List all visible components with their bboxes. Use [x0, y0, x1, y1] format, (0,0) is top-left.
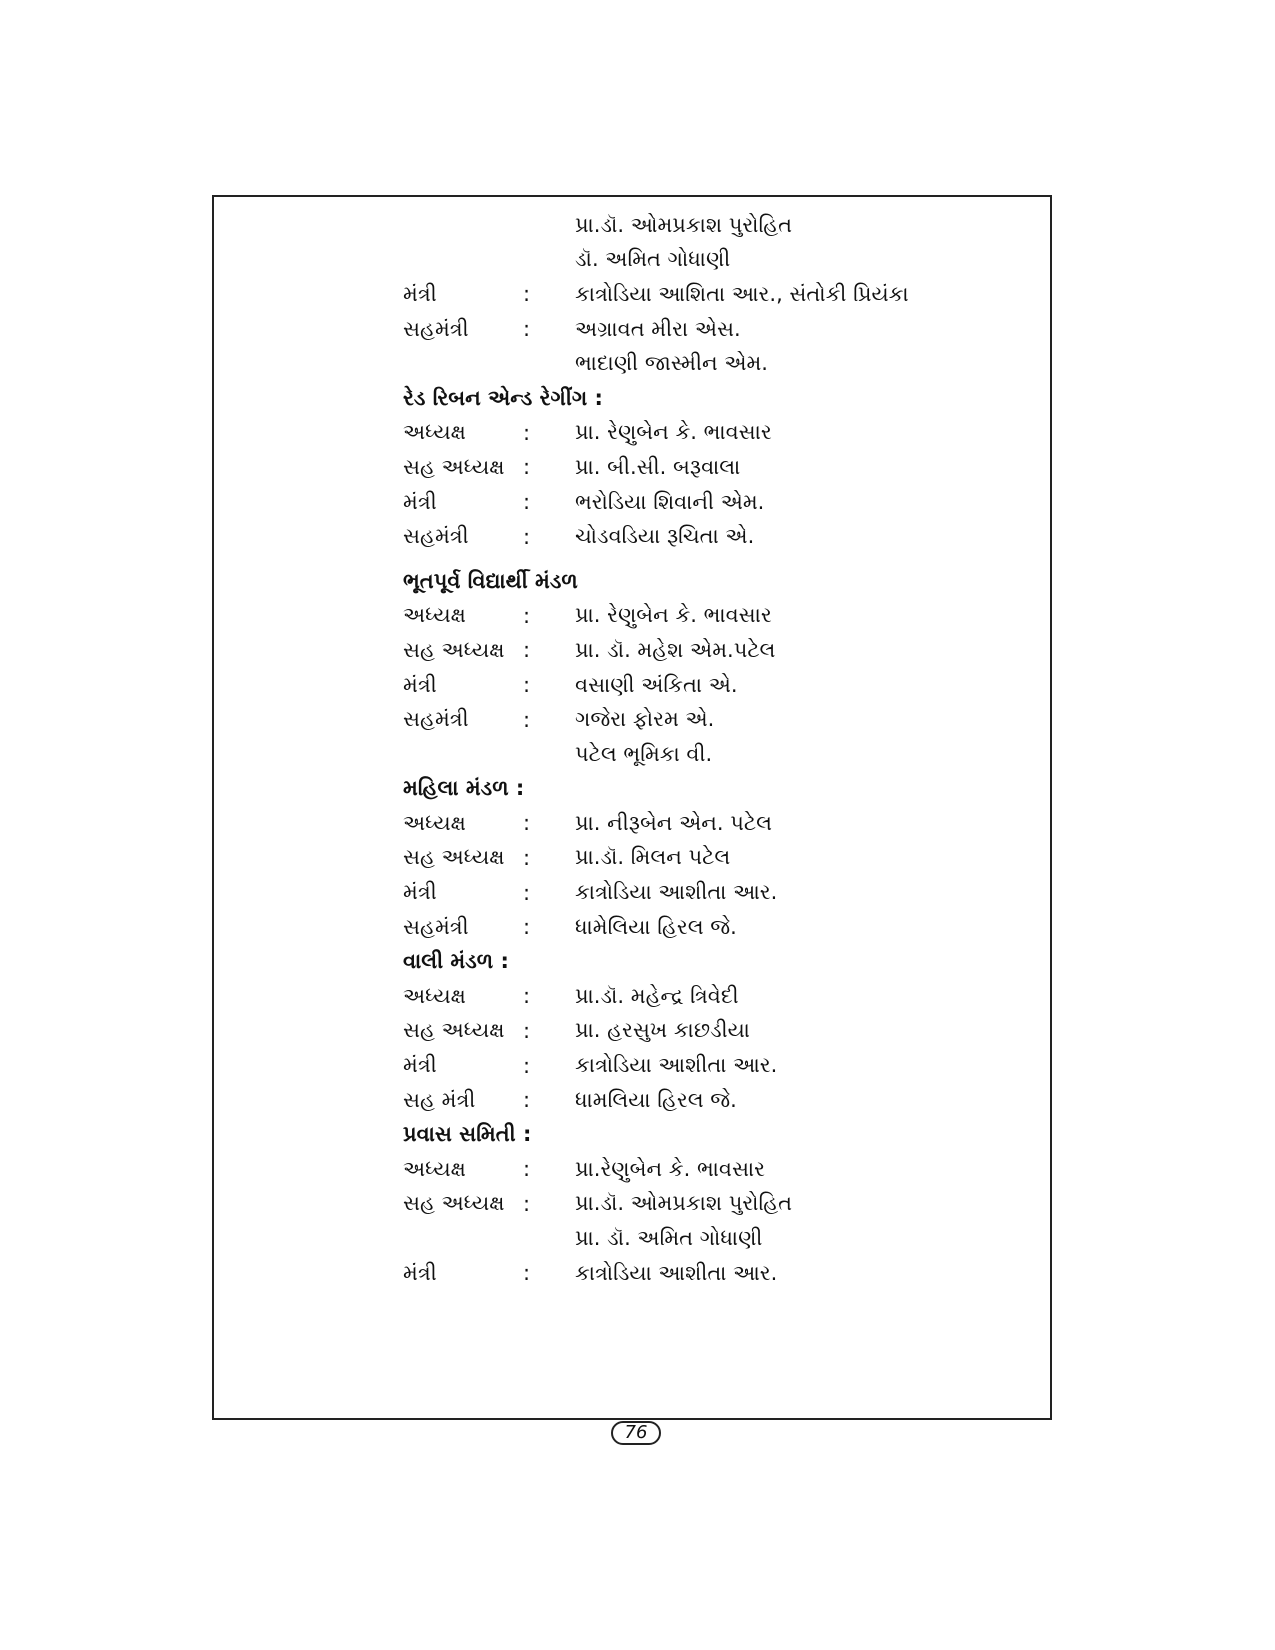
member-name: કાત્રોડિયા આશિતા આર., સંતોકી પ્રિયંકા: [575, 281, 909, 306]
member-name: ચોડવડિયા રૂચિતા એ.: [575, 524, 755, 549]
member-colon: :: [523, 524, 531, 549]
member-name: ડૉ. અમિત ગોધાણી: [575, 247, 731, 272]
section-heading: પ્રવાસ સમિતી :: [403, 1122, 532, 1147]
member-colon: :: [523, 455, 531, 480]
member-colon: :: [523, 845, 531, 870]
section-gap: [403, 554, 1043, 564]
member-role: સહ અધ્યક્ષ: [403, 845, 505, 870]
member-role: અધ્યક્ષ: [403, 603, 466, 628]
member-name: અગ્રાવત મીરા એસ.: [575, 316, 741, 341]
member-name: ગજેરા ફોરમ એ.: [575, 707, 715, 732]
member-role: મંત્રી: [403, 281, 437, 306]
member-colon: :: [523, 490, 531, 515]
member-colon: :: [523, 420, 531, 445]
member-row: [403, 1221, 1043, 1256]
committee-list: [403, 208, 1043, 1290]
member-row: [403, 485, 1043, 520]
member-name: કાત્રોડિયા આશીતા આર.: [575, 1053, 778, 1078]
member-role: સહ અધ્યક્ષ: [403, 1191, 505, 1216]
member-colon: :: [523, 317, 531, 342]
member-name: પ્રા.ડૉ. ઓમપ્રકાશ પુરોહિત: [575, 212, 793, 237]
member-row: [403, 1048, 1043, 1083]
member-role: મંત્રી: [403, 880, 437, 905]
member-name: પટેલ ભૂમિકા વી.: [575, 741, 713, 766]
member-role: અધ્યક્ષ: [403, 420, 466, 445]
member-name: કાત્રોડિયા આશીતા આર.: [575, 1260, 778, 1285]
member-row: [403, 1187, 1043, 1222]
member-role: સહ અધ્યક્ષ: [403, 637, 505, 662]
member-colon: :: [523, 984, 531, 1009]
member-name: વસાણી અંકિતા એ.: [575, 672, 738, 697]
section-heading: વાલી મંડળ :: [403, 949, 509, 974]
member-name: કાત્રોડિયા આશીતા આર.: [575, 880, 778, 905]
member-colon: :: [523, 707, 531, 732]
member-row: [403, 737, 1043, 772]
member-colon: :: [523, 1261, 531, 1286]
member-role: મંત્રી: [403, 489, 437, 514]
member-row: [403, 1014, 1043, 1049]
member-name: પ્રા.ડૉ. મિલન પટેલ: [575, 845, 731, 870]
member-row: [403, 979, 1043, 1014]
member-colon: :: [523, 673, 531, 698]
member-colon: :: [523, 915, 531, 940]
member-name: પ્રા. રેણુબેન કે. ભાવસાર: [575, 603, 772, 628]
member-colon: :: [523, 1018, 531, 1043]
member-role: સહ મંત્રી: [403, 1087, 476, 1112]
member-colon: :: [523, 1157, 531, 1182]
member-role: સહ અધ્યક્ષ: [403, 1018, 505, 1043]
member-name: પ્રા. ડૉ. મહેશ એમ.પટેલ: [575, 637, 776, 662]
member-name: પ્રા. હરસુખ કાછડીયા: [575, 1018, 750, 1043]
member-row: [403, 450, 1043, 485]
member-colon: :: [523, 880, 531, 905]
member-row: [403, 702, 1043, 737]
member-row: [403, 599, 1043, 634]
member-role: સહ અધ્યક્ષ: [403, 454, 505, 479]
member-role: અધ્યક્ષ: [403, 983, 466, 1008]
member-row: [403, 633, 1043, 668]
member-role: સહમંત્રી: [403, 316, 469, 341]
page-number: 76: [611, 1421, 661, 1445]
member-name: પ્રા.ડૉ. મહેન્દ્ર ત્રિવેદી: [575, 983, 739, 1008]
member-row: [403, 519, 1043, 554]
member-row: [403, 910, 1043, 945]
member-row: [403, 1152, 1043, 1187]
member-row: [403, 841, 1043, 876]
member-role: સહમંત્રી: [403, 524, 469, 549]
member-row: [403, 416, 1043, 451]
section-heading: રેડ રિબન એન્ડ રેગીંગ :: [403, 385, 603, 410]
member-role: સહમંત્રી: [403, 914, 469, 939]
member-role: મંત્રી: [403, 672, 437, 697]
member-role: સહમંત્રી: [403, 707, 469, 732]
member-colon: :: [523, 811, 531, 836]
member-name: પ્રા. ડૉ. અમિત ગોધાણી: [575, 1226, 763, 1251]
member-role: મંત્રી: [403, 1053, 437, 1078]
member-row: [403, 668, 1043, 703]
member-name: ધામેલિયા હિરલ જે.: [575, 914, 737, 939]
member-row: [403, 1256, 1043, 1291]
member-name: પ્રા.રેણુબેન કે. ભાવસાર: [575, 1156, 766, 1181]
member-row: [403, 312, 1043, 347]
member-row: [403, 208, 1043, 243]
member-colon: :: [523, 1053, 531, 1078]
member-colon: :: [523, 1191, 531, 1216]
member-name: ભાદાણી જાસ્મીન એમ.: [575, 351, 768, 376]
member-colon: :: [523, 1088, 531, 1113]
member-row: [403, 875, 1043, 910]
member-name: પ્રા. નીરૂબેન એન. પટેલ: [575, 810, 773, 835]
section-heading: ભૂતપૂર્વ વિદ્યાર્થી મંડળ: [403, 568, 578, 593]
member-colon: :: [523, 282, 531, 307]
member-row: [403, 243, 1043, 278]
member-name: પ્રા.ડૉ. ઓમપ્રકાશ પુરોહિત: [575, 1191, 793, 1216]
member-name: ભરોડિયા શિવાની એમ.: [575, 489, 765, 514]
member-role: મંત્રી: [403, 1260, 437, 1285]
member-row: [403, 346, 1043, 381]
member-colon: :: [523, 638, 531, 663]
section-heading: મહિલા મંડળ :: [403, 776, 525, 801]
member-colon: :: [523, 603, 531, 628]
member-name: પ્રા. બી.સી. બરૂવાલા: [575, 454, 741, 479]
member-role: અધ્યક્ષ: [403, 810, 466, 835]
member-row: [403, 1083, 1043, 1118]
member-name: પ્રા. રેણુબેન કે. ભાવસાર: [575, 420, 772, 445]
member-role: અધ્યક્ષ: [403, 1156, 466, 1181]
member-row: [403, 277, 1043, 312]
member-name: ધામલિયા હિરલ જે.: [575, 1087, 737, 1112]
member-row: [403, 806, 1043, 841]
